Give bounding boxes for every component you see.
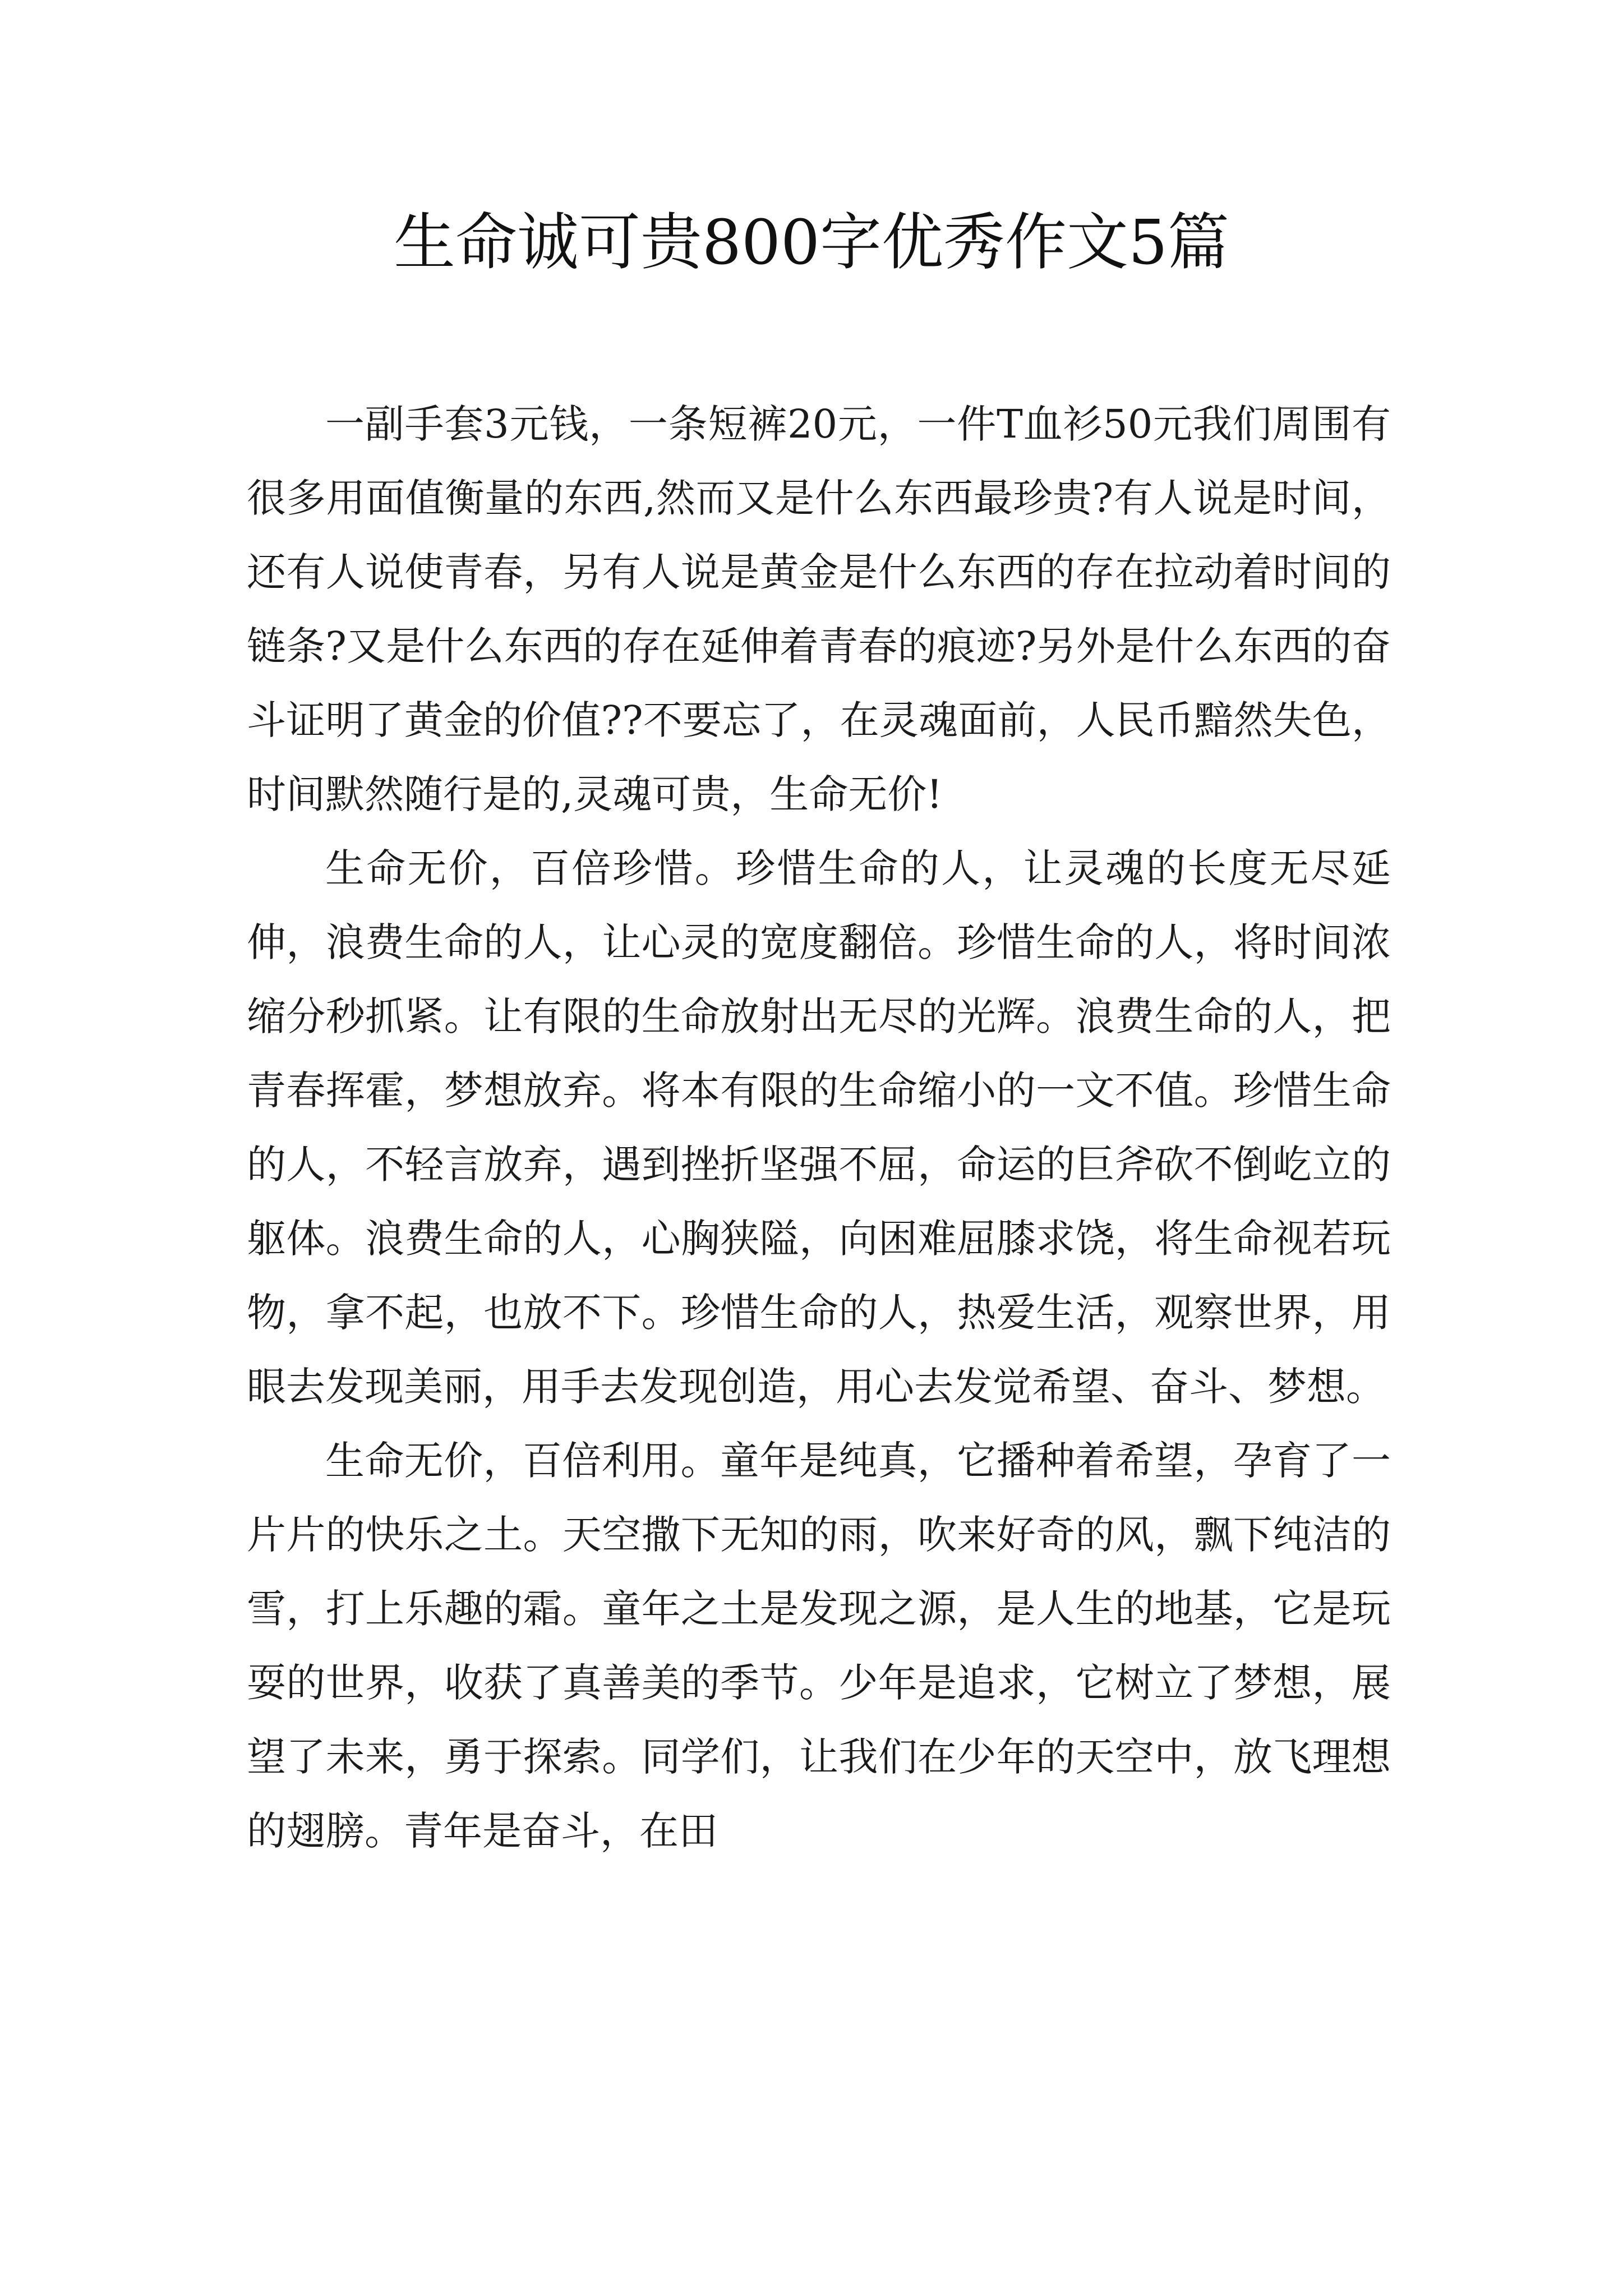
paragraph: 一副手套3元钱，一条短裤20元，一件T血衫50元我们周围有很多用面值衡量的东西,然而又是什么东西最珍贵?有人说是时间，还有人说使青春，另有人说是黄金是什么东西的存在拉动着时间的链条?又是什么东西的存在延伸着青春的痕迹?另外是什么东西的奋斗证明了黄金的价值??不要忘了，在灵魂面前，人民币黯然失色，时间默然随行是的,灵魂可贵，生命无价! — [247, 401, 1391, 817]
document-body — [247, 387, 1391, 1868]
paragraph: 生命无价，百倍利用。童年是纯真，它播种着希望，孕育了一片片的快乐之土。天空撒下无知的雨，吹来好奇的风，飘下纯洁的雪，打上乐趣的霜。童年之土是发现之源，是人生的地基，它是玩耍的世界，收获了真善美的季节。少年是追求，它树立了梦想，展望了未来，勇于探索。同学们，让我们在少年的天空中，放飞理想的翅膀。青年是奋斗，在田 — [247, 1438, 1391, 1854]
paragraph: 生命无价，百倍珍惜。珍惜生命的人，让灵魂的长度无尽延伸，浪费生命的人，让心灵的宽度翻倍。珍惜生命的人，将时间浓缩分秒抓紧。让有限的生命放射出无尽的光辉。浪费生命的人，把青春挥霍，梦想放弃。将本有限的生命缩小的一文不值。珍惜生命的人，不轻言放弃，遇到挫折坚强不屈，命运的巨斧砍不倒屹立的躯体。浪费生命的人，心胸狭隘，向困难屈膝求饶，将生命视若玩物，拿不起，也放不下。珍惜生命的人，热爱生活，观察世界，用眼去发现美丽，用手去发现创造，用心去发觉希望、奋斗、梦想。 — [247, 845, 1391, 1410]
document-title: 生命诚可贵800字优秀作文5篇 — [394, 206, 1229, 278]
